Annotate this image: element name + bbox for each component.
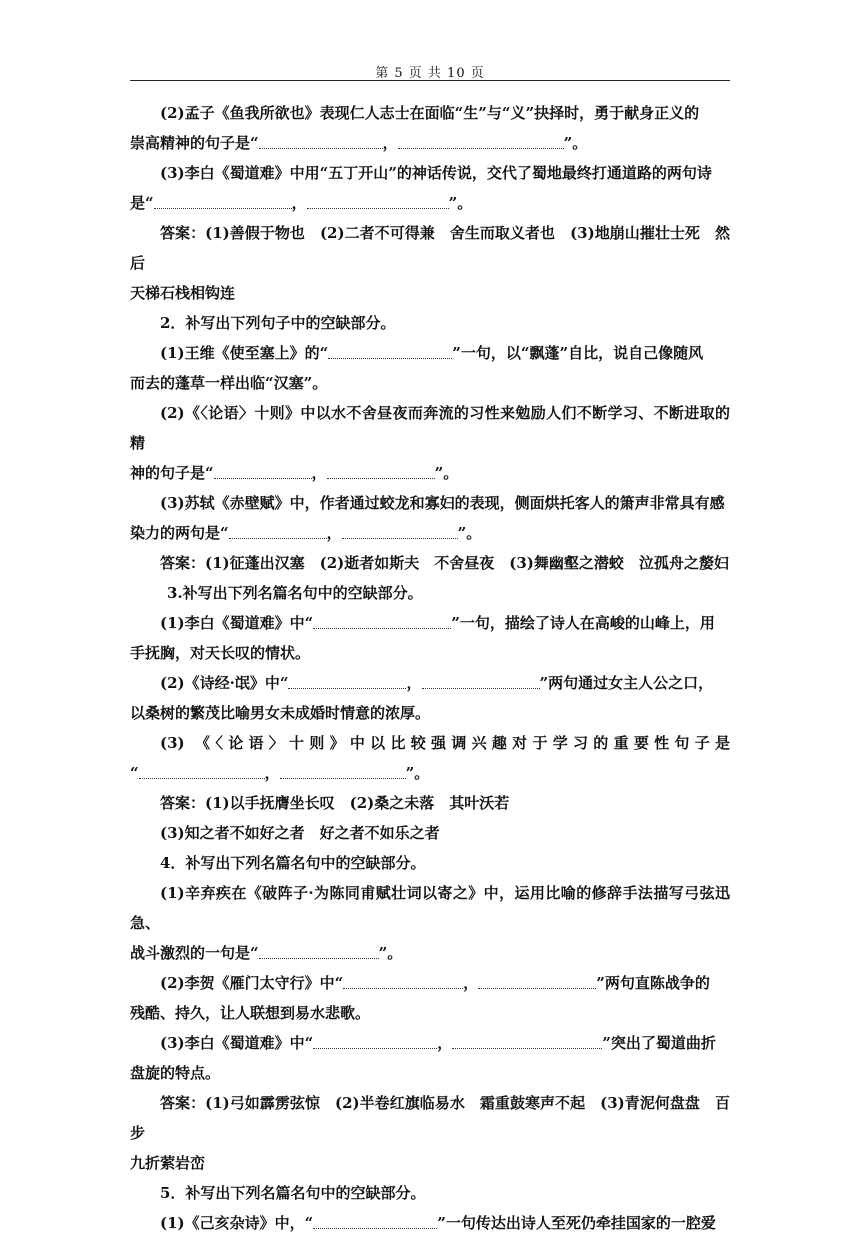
text: 战斗激烈的一句是“ (130, 944, 259, 962)
text: ”。 (378, 944, 403, 962)
q3-item1-line1 (130, 608, 730, 638)
q2-title: 2．补写出下列句子中的空缺部分。 (160, 314, 396, 332)
q3-title: 3.补写出下列名篇名句中的空缺部分。 (167, 584, 423, 602)
blank (259, 134, 383, 149)
blank (398, 134, 564, 149)
q4-answer-line1: 答案：(1)弓如霹雳弦惊 (2)半卷红旗临易水 霜重鼓寒声不起 (3)青泥何盘盘 百步 (130, 1094, 730, 1142)
q4-title: 4．补写出下列名篇名句中的空缺部分。 (160, 854, 426, 872)
text: ”。 (448, 194, 473, 212)
q3-answer-line2: (3)知之者不如好之者 好之者不如乐之者 (160, 824, 440, 842)
blank (342, 524, 458, 539)
text: ”。 (405, 764, 430, 782)
text: 染力的两句是“ (130, 524, 229, 542)
blank (422, 674, 540, 689)
text: (3)李白《蜀道难》中“ (160, 1034, 314, 1052)
q4-item2-line2: 残酷、持久，让人联想到易水悲歌。 (130, 1004, 371, 1022)
q4-item3-line2: 盘旋的特点。 (130, 1064, 221, 1082)
blank (214, 464, 312, 479)
blank (229, 524, 327, 539)
text: ， (264, 764, 280, 782)
q2-item3-line1: (3)苏轼《赤壁赋》中，作者通过蛟龙和寡妇的表现，侧面烘托客人的箫声非常具有感 (160, 494, 725, 512)
q1-item3-line2 (130, 188, 730, 218)
text: 神的句子是“ (130, 464, 214, 482)
text: ”。 (434, 464, 459, 482)
text: (1)李白《蜀道难》中“ (160, 614, 314, 632)
text: ”两句通过女主人公之口， (539, 674, 714, 692)
q4-item1-line2 (130, 938, 730, 968)
blank (327, 464, 435, 479)
q2-item3-line2 (130, 518, 730, 548)
blank (328, 344, 452, 359)
blank (478, 974, 596, 989)
text: ”。 (457, 524, 482, 542)
text: ”突出了蜀道曲折 (602, 1034, 716, 1052)
q4-answer-line2: 九折萦岩峦 (130, 1154, 206, 1172)
text: 是“ (130, 194, 154, 212)
text: ”。 (563, 134, 588, 152)
q1-answer-line2: 天梯石栈相钩连 (130, 284, 236, 302)
q4-item3-line1 (130, 1028, 730, 1058)
q2-item1-line2: 而去的蓬草一样出临“汉塞”。 (130, 374, 328, 392)
blank (288, 674, 406, 689)
document-body (130, 98, 730, 1238)
q1-item3-line1: (3)李白《蜀道难》中用“五丁开山”的神话传说，交代了蜀地最终打通道路的两句诗 (160, 164, 712, 182)
text: ， (326, 524, 342, 542)
text: (2)李贺《雁门太守行》中“ (160, 974, 344, 992)
q2-item1-line1 (130, 338, 730, 368)
blank (313, 1214, 437, 1229)
q4-item1-line1: (1)辛弃疾在《破阵子·为陈同甫赋壮词以寄之》中，运用比喻的修辞手法描写弓弦迅急、 (130, 884, 730, 932)
header-rule (130, 80, 730, 81)
text: (1)王维《使至塞上》的“ (160, 344, 329, 362)
text: ， (291, 194, 307, 212)
q3-item3-line2 (130, 758, 730, 788)
text: (1)《己亥杂诗》中，“ (160, 1214, 314, 1232)
blank (452, 1034, 602, 1049)
page-header: 第 5 页 共 10 页 (375, 66, 485, 81)
q5-title: 5．补写出下列名篇名句中的空缺部分。 (160, 1184, 426, 1202)
q3-item2-line1 (130, 668, 730, 698)
blank (280, 764, 406, 779)
text: ， (382, 134, 398, 152)
q2-item2-line2 (130, 458, 730, 488)
text: ， (437, 1034, 453, 1052)
q5-item1-line1 (130, 1208, 730, 1238)
q4-item2-line1 (130, 968, 730, 998)
text: ”一句传达出诗人至死仍牵挂国家的一腔爱 (437, 1214, 716, 1232)
q1-item2-line1: (2)孟子《鱼我所欲也》表现仁人志士在面临“生”与“义”抉择时，勇于献身正义的 (160, 104, 700, 122)
text: ， (311, 464, 327, 482)
blank (259, 944, 379, 959)
q2-answer: 答案：(1)征蓬出汉塞 (2)逝者如斯夫 不舍昼夜 (3)舞幽壑之潜蛟 泣孤舟之嫠妇 (160, 554, 729, 572)
q3-item3-line1: (3) 《〈论语〉十则》中以比较强调兴趣对于学习的重要性句子是 (160, 734, 730, 752)
text: ， (406, 674, 422, 692)
q3-item2-line2: 以桑树的繁茂比喻男女未成婚时情意的浓厚。 (130, 704, 431, 722)
q3-item1-line2: 手抚胸，对天长叹的情状。 (130, 644, 311, 662)
text: ”一句，以“飘蓬”自比，说自己像随风 (452, 344, 704, 362)
blank (307, 194, 449, 209)
blank (313, 1034, 437, 1049)
q2-item2-line1: (2)《〈论语〉十则》中以水不舍昼夜而奔流的习性来勉励人们不断学习、不断进取的精 (130, 404, 730, 452)
blank (154, 194, 292, 209)
text: ”一句，描绘了诗人在高峻的山峰上，用 (451, 614, 715, 632)
text: ， (463, 974, 479, 992)
text: “ (130, 764, 139, 782)
blank (139, 764, 265, 779)
text: ”两句直陈战争的 (596, 974, 710, 992)
q1-answer-line1: 答案：(1)善假于物也 (2)二者不可得兼 舍生而取义者也 (3)地崩山摧壮士死 然后 (130, 224, 730, 272)
text: (2)《诗经·氓》中“ (160, 674, 289, 692)
blank (343, 974, 463, 989)
q1-item2-line2 (130, 128, 730, 158)
text: 崇高精神的句子是“ (130, 134, 259, 152)
q3-answer-line1: 答案：(1)以手抚膺坐长叹 (2)桑之未落 其叶沃若 (160, 794, 510, 812)
blank (313, 614, 451, 629)
